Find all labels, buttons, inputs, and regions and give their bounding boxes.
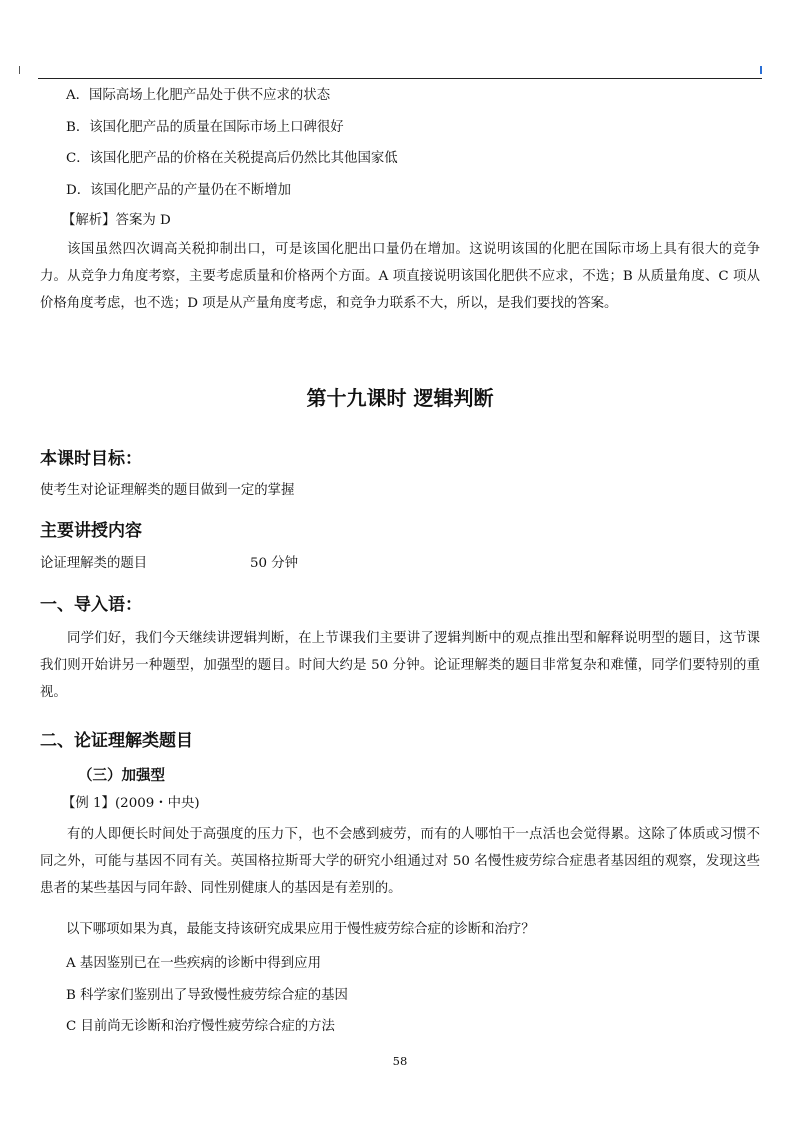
header-corner-mark-right bbox=[760, 66, 762, 74]
content-item: 论证理解类的题目 bbox=[40, 556, 148, 571]
example-text: 有的人即便长时间处于高强度的压力下，也不会感到疲劳，而有的人哪怕干一点活也会觉得累。这除了体质或习惯不同之外，可能与基因不同有关。英国格拉斯哥大学的研究小组通过对 50 名慢性疲劳综合症患者基因组的观察，发现这些患者的某些基因与同年龄、同性别健康人的基因是有差别的。 bbox=[40, 827, 760, 896]
analysis-text: 该国虽然四次调高关税抑制出口，可是该国化肥出口量仍在增加。这说明该国的化肥在国际市场上具有很大的竞争力。从竞争力角度考察，主要考虑质量和价格两个方面。A 项直接说明该国化肥供不应求，不选；B 从质量角度、C 项从价格角度考虑，也不选；D 项是从产量角度考虑，和竞争力联系不大，所以，是我们要找的答案。 bbox=[40, 242, 760, 311]
analysis-label: 【解析】答案为 D bbox=[62, 213, 171, 228]
section1-heading: 一、导入语： bbox=[40, 595, 142, 615]
page-number: 58 bbox=[392, 1054, 408, 1068]
goal-text: 使考生对论证理解类的题目做到一定的掌握 bbox=[40, 483, 295, 498]
section1-text: 同学们好，我们今天继续讲逻辑判断，在上节课我们主要讲了逻辑判断中的观点推出型和解释说明型的题目，这节课我们则开始讲另一种题型，加强型的题目。时间大约是 50 分钟。论证理解类的题目非常复杂和难懂，同学们要特别的重视。 bbox=[40, 631, 760, 700]
prev-option-d: D．该国化肥产品的产量仍在不断增加 bbox=[66, 183, 291, 198]
header-corner-mark-left bbox=[19, 66, 20, 74]
section2-heading: 二、论证理解类题目 bbox=[40, 731, 193, 751]
content-heading: 主要讲授内容 bbox=[40, 521, 142, 541]
example-label: 【例 1】(2009・中央) bbox=[62, 796, 200, 811]
example-option-b: B 科学家们鉴别出了导致慢性疲劳综合症的基因 bbox=[66, 988, 348, 1003]
example-question: 以下哪项如果为真，最能支持该研究成果应用于慢性疲劳综合症的诊断和治疗？ bbox=[66, 922, 535, 937]
example-option-c: C 目前尚无诊断和治疗慢性疲劳综合症的方法 bbox=[66, 1019, 335, 1034]
section2-subheading: （三）加强型 bbox=[78, 768, 165, 784]
prev-option-a: A．国际高场上化肥产品处于供不应求的状态 bbox=[66, 88, 331, 103]
prev-option-c: C．该国化肥产品的价格在关税提高后仍然比其他国家低 bbox=[66, 151, 398, 166]
lesson-title: 第十九课时 逻辑判断 bbox=[306, 386, 494, 410]
content-duration: 50 分钟 bbox=[250, 556, 299, 571]
prev-option-b: B．该国化肥产品的质量在国际市场上口碑很好 bbox=[66, 120, 344, 135]
goal-heading: 本课时目标： bbox=[40, 449, 142, 469]
header-rule bbox=[38, 78, 762, 79]
example-option-a: A 基因鉴别已在一些疾病的诊断中得到应用 bbox=[66, 956, 321, 971]
